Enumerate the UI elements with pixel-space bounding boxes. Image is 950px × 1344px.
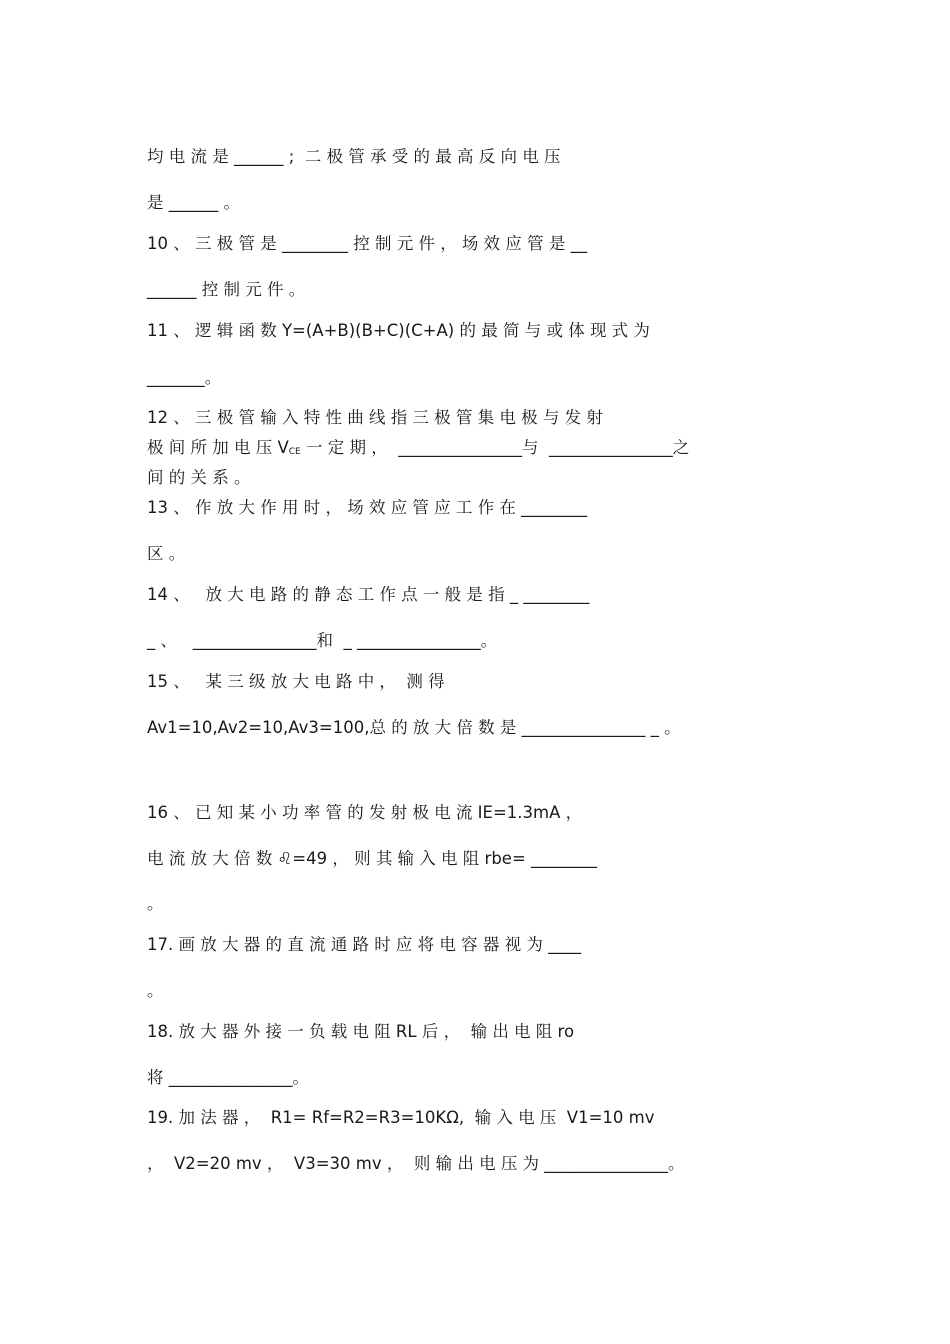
text-line: _ 、 _______________和 _ _______________。 [147, 631, 498, 650]
text-segment: 极 间 所 加 电 压 V [147, 438, 289, 457]
text-line: 18. 放 大 器 外 接 一 负 载 电 阻 RL 后 ， 输 出 电 阻 ro [147, 1022, 575, 1041]
text-line: Av1=10,Av2=10,Av3=100,总 的 放 大 倍 数 是 _______________ _ 。 [147, 718, 681, 737]
text-line: 10 、 三 极 管 是 ________ 控 制 元 件 ， 场 效 应 管 是 __ [147, 234, 588, 253]
text-line: 11 、 逻 辑 函 数 Y=(A+B)(B+C)(C+A) 的 最 简 与 或 体 现 式 为 [147, 321, 650, 340]
text-line: 均 电 流 是 ______ ; 二 极 管 承 受 的 最 高 反 向 电 压 [147, 147, 561, 166]
text-line: 19. 加 法 器 ， R1= Rf=R2=R3=10KΩ, 输 入 电 压 V1=10 mv [147, 1108, 655, 1127]
text-line: 14 、 放 大 电 路 的 静 态 工 作 点 一 般 是 指 _ ________ [147, 585, 590, 604]
text-line: 12 、 三 极 管 输 入 特 性 曲 线 指 三 极 管 集 电 极 与 发 射 [147, 408, 603, 427]
text-line: 17. 画 放 大 器 的 直 流 通 路 时 应 将 电 容 器 视 为 ____ [147, 935, 582, 954]
text-line: ______ 控 制 元 件 。 [147, 280, 306, 299]
text-line: _______。 [147, 368, 222, 387]
text-line: 将 _______________。 [147, 1068, 309, 1087]
text-segment: 一 定 期 ， _______________与 _______________之 [300, 438, 690, 457]
text-line: 。 [147, 894, 164, 913]
subscript: CE [288, 447, 301, 457]
text-line: 16 、 已 知 某 小 功 率 管 的 发 射 极 电 流 IE=1.3mA ， [147, 803, 583, 822]
text-line: 15 、 某 三 级 放 大 电 路 中 ， 测 得 [147, 672, 445, 691]
text-line [147, 437, 689, 463]
text-line: 是 ______ 。 [147, 193, 240, 212]
text-line: ， V2=20 mv ， V3=30 mv ， 则 输 出 电 压 为 _______________。 [147, 1154, 685, 1173]
text-line: 间 的 关 系 。 [147, 468, 251, 487]
text-line: 电 流 放 大 倍 数 ♌=49 ， 则 其 输 入 电 阻 rbe= ________ [147, 849, 598, 868]
text-line: 。 [147, 981, 164, 1000]
text-line: 区 。 [147, 544, 186, 563]
text-line: 13 、 作 放 大 作 用 时 ， 场 效 应 管 应 工 作 在 ________ [147, 498, 588, 517]
